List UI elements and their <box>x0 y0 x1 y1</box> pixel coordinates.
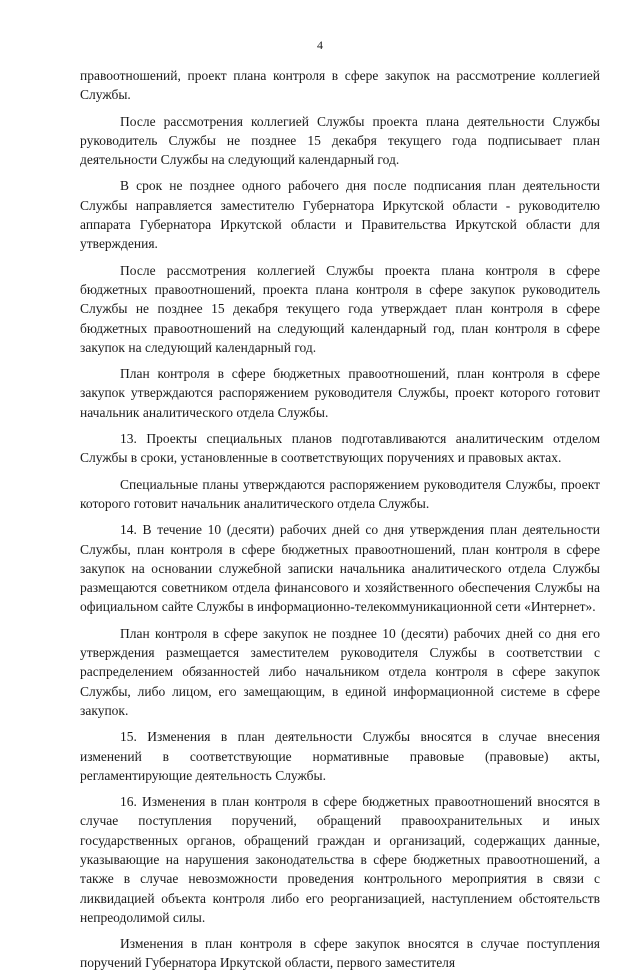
paragraph: После рассмотрения коллегией Службы проекта плана контроля в сфере бюджетных правоотношений, проекта плана контроля в сфере закупок руководитель Службы не позднее 15 декабря текущего года утверждает план контроля в сфере бюджетных правоотношений на следующий календарный год, план контроля в сфере закупок на следующий календарный год. <box>80 262 600 355</box>
paragraph-item-16: 16. Изменения в план контроля в сфере бюджетных правоотношений вносятся в случае поступления поручений, обращений правоохранительных и иных государственных органов, обращений граждан и организаций, содержащих данные, указывающие на нарушения законодательства в сфере бюджетных правоотношений, а также в случае невозможности проведения контрольного мероприятия в связи с ликвидацией объекта контроля либо его реорганизацией, наступлением обстоятельств непреодолимой силы. <box>80 794 600 925</box>
document-body <box>80 66 600 980</box>
page-number: 4 <box>317 38 323 52</box>
paragraph: Специальные планы утверждаются распоряжением руководителя Службы, проект которого готовит начальник аналитического отдела Службы. <box>80 476 600 511</box>
paragraph: После рассмотрения коллегией Службы проекта плана деятельности Службы руководитель Службы не позднее 15 декабря текущего года подписывает план деятельности Службы на следующий календарный год. <box>80 113 600 168</box>
paragraph: План контроля в сфере бюджетных правоотношений, план контроля в сфере закупок утверждаются распоряжением руководителя Службы, проект которого готовит начальник аналитического отдела Службы. <box>80 366 600 420</box>
paragraph: План контроля в сфере закупок не позднее 10 (десяти) рабочих дней со дня его утверждения размещается заместителем руководителя Службы в соответствии с распределением обязанностей либо начальником отдела контроля в сфере закупок Службы, либо лицом, его замещающим, в единой информационной системе в сфере закупок. <box>80 625 600 718</box>
paragraph: правоотношений, проект плана контроля в сфере закупок на рассмотрение коллегией Службы. <box>80 68 600 103</box>
paragraph: В срок не позднее одного рабочего дня после подписания план деятельности Службы направляется заместителю Губернатора Иркутской области - руководителю аппарата Губернатора Иркутской области и Правительства Иркутской области для утверждения. <box>80 178 600 252</box>
paragraph-item-13: 13. Проекты специальных планов подготавливаются аналитическим отделом Службы в сроки, установленные в соответствующих поручениях и правовых актах. <box>80 431 600 466</box>
paragraph-item-14: 14. В течение 10 (десяти) рабочих дней со дня утверждения план деятельности Службы, план контроля в сфере бюджетных правоотношений, план контроля в сфере закупок на основании служебной записки начальника аналитического отдела Службы размещаются советником отдела финансового и хозяйственного обеспечения Службы на официальном сайте Службы в информационно-телекоммуникационной сети «Интернет». <box>80 522 600 615</box>
paragraph: Изменения в план контроля в сфере закупок вносятся в случае поступления поручений Губернатора Иркутской области, первого заместителя <box>80 936 600 971</box>
paragraph-item-15: 15. Изменения в план деятельности Службы вносятся в случае внесения изменений в соответствующие нормативные правовые (правовые) акты, регламентирующие деятельность Службы. <box>80 729 600 783</box>
